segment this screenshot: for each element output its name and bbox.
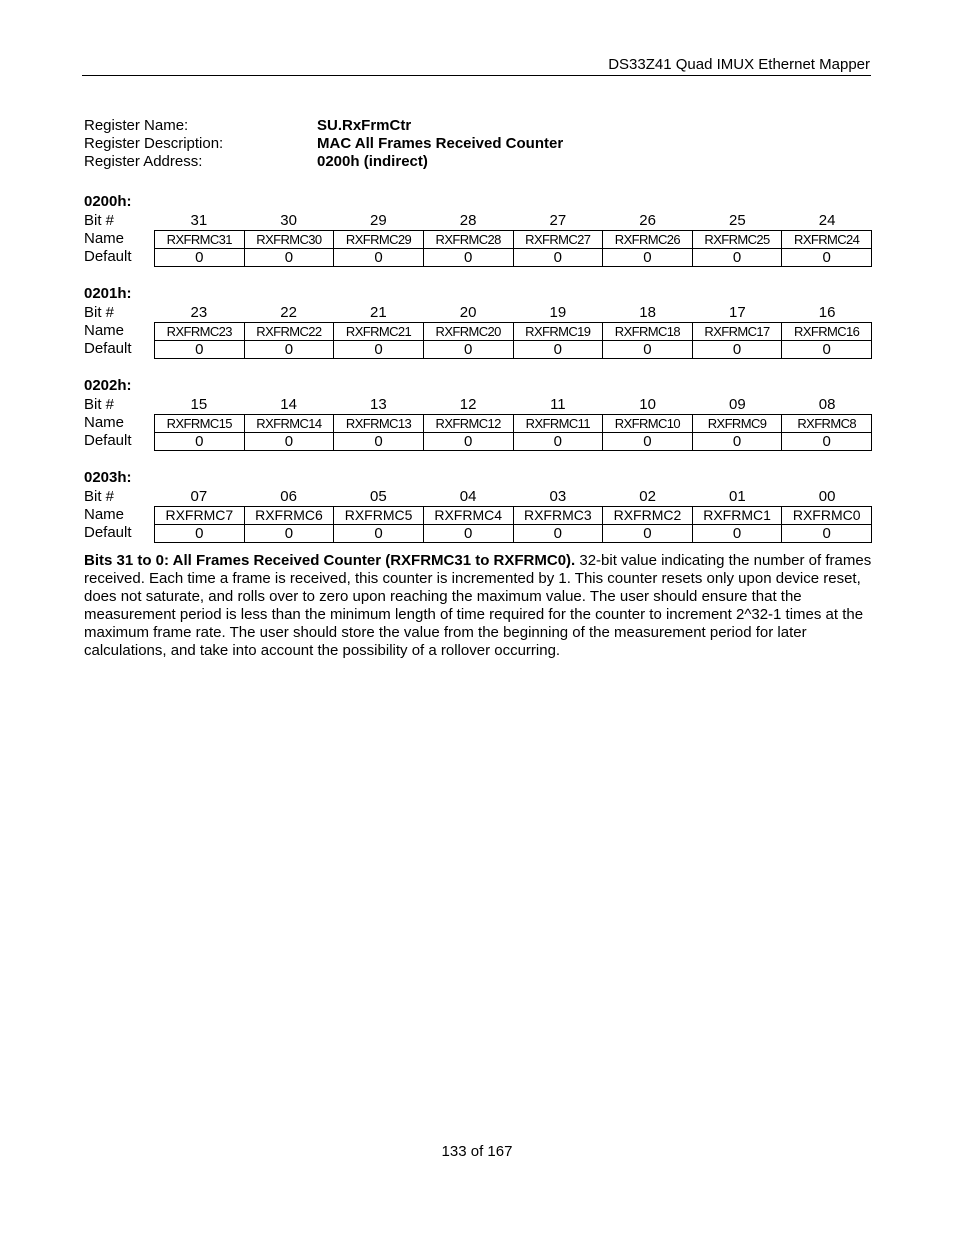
bit-number-cell: 07 [190, 488, 208, 505]
bit-name-cell: RXFRMC22 [244, 323, 334, 341]
bit-number-row [84, 303, 874, 322]
default-row [155, 341, 872, 359]
bit-name-cell: RXFRMC25 [692, 231, 782, 249]
bit-number-cell: 23 [190, 304, 208, 321]
bit-number-cell: 14 [280, 396, 297, 413]
default-row-label: Default [84, 340, 132, 357]
bit-default-cell: 0 [513, 433, 603, 451]
bit-default-cell: 0 [423, 525, 513, 543]
default-row-label: Default [84, 248, 132, 265]
bit-name-cell: RXFRMC30 [244, 231, 334, 249]
register-block-3 [84, 469, 874, 543]
register-info [84, 117, 563, 171]
bit-number-cell: 08 [818, 396, 836, 413]
bit-default-cell: 0 [423, 341, 513, 359]
register-block-title: 0200h: [84, 193, 132, 210]
bit-default-cell: 0 [334, 341, 424, 359]
bit-name-cell: RXFRMC11 [513, 415, 603, 433]
register-block-2 [84, 377, 874, 451]
bit-default-cell: 0 [334, 525, 424, 543]
bit-default-cell: 0 [603, 249, 693, 267]
bit-default-cell: 0 [603, 341, 693, 359]
bit-name-cell: RXFRMC16 [782, 323, 872, 341]
bit-name-cell: RXFRMC19 [513, 323, 603, 341]
bit-name-cell: RXFRMC6 [244, 507, 334, 525]
bit-default-cell: 0 [155, 433, 245, 451]
bit-number-cell: 20 [459, 304, 477, 321]
default-row-label: Default [84, 432, 132, 449]
bit-number-cells [154, 303, 872, 322]
bit-default-cell: 0 [782, 525, 872, 543]
bit-number-cells [154, 395, 872, 414]
bit-name-cell: RXFRMC13 [334, 415, 424, 433]
bit-number-cell: 05 [370, 488, 387, 505]
register-name-value: SU.RxFrmCtr [317, 117, 412, 134]
bit-name-cell: RXFRMC3 [513, 507, 603, 525]
bit-default-cell: 0 [603, 525, 693, 543]
default-row [155, 525, 872, 543]
bit-name-cell: RXFRMC14 [244, 415, 334, 433]
default-row [155, 433, 872, 451]
bit-name-cell: RXFRMC8 [782, 415, 872, 433]
name-row [155, 323, 872, 341]
bit-name-cell: RXFRMC18 [603, 323, 693, 341]
bit-number-cell: 19 [549, 304, 567, 321]
name-row-label: Name [84, 322, 125, 339]
bit-number-cell: 17 [729, 304, 746, 321]
name-row-label: Name [84, 506, 125, 523]
register-table [154, 322, 872, 359]
bit-default-cell: 0 [603, 433, 693, 451]
bit-number-cell: 10 [639, 396, 656, 413]
name-row-label: Name [84, 414, 125, 431]
bit-default-cell: 0 [782, 433, 872, 451]
bit-number-row [84, 211, 874, 230]
bit-number-cell: 04 [459, 488, 477, 505]
register-address-value: 0200h (indirect) [317, 153, 428, 170]
register-table [154, 414, 872, 451]
row-labels [84, 506, 154, 543]
bit-default-cell: 0 [423, 249, 513, 267]
bit-number-label: Bit # [84, 304, 115, 321]
bit-number-cells [154, 211, 872, 230]
bit-number-cell: 26 [639, 212, 656, 229]
row-labels [84, 230, 154, 267]
bit-default-cell: 0 [782, 341, 872, 359]
bit-name-cell: RXFRMC28 [423, 231, 513, 249]
bit-default-cell: 0 [244, 433, 334, 451]
name-row [155, 231, 872, 249]
bit-name-cell: RXFRMC10 [603, 415, 693, 433]
name-row [155, 507, 872, 525]
bit-number-cell: 01 [729, 488, 746, 505]
bit-number-label: Bit # [84, 488, 115, 505]
page-number: 133 of 167 [441, 1143, 513, 1160]
bit-number-cell: 09 [729, 396, 746, 413]
bit-number-label: Bit # [84, 212, 115, 229]
bit-name-cell: RXFRMC26 [603, 231, 693, 249]
bit-number-cell: 06 [280, 488, 297, 505]
bit-name-cell: RXFRMC7 [155, 507, 245, 525]
bit-default-cell: 0 [155, 341, 245, 359]
name-default-rows [84, 414, 874, 451]
bit-name-cell: RXFRMC5 [334, 507, 424, 525]
bit-number-cell: 31 [190, 212, 208, 229]
bit-default-cell: 0 [155, 249, 245, 267]
register-block-title: 0202h: [84, 377, 132, 394]
bit-number-cell: 00 [818, 488, 836, 505]
bit-number-cell: 18 [639, 304, 656, 321]
bit-number-cells [154, 487, 872, 506]
name-default-rows [84, 506, 874, 543]
name-default-rows [84, 322, 874, 359]
register-description-value: MAC All Frames Received Counter [317, 135, 564, 152]
bit-number-cell: 30 [280, 212, 297, 229]
register-table [154, 230, 872, 267]
bit-name-cell: RXFRMC21 [334, 323, 424, 341]
bit-name-cell: RXFRMC15 [155, 415, 245, 433]
register-name-row [84, 117, 563, 135]
header-divider [82, 75, 871, 76]
bit-number-cell: 11 [550, 396, 566, 413]
name-row-label: Name [84, 230, 125, 247]
row-labels [84, 414, 154, 451]
bit-name-cell: RXFRMC29 [334, 231, 424, 249]
document-header-title: DS33Z41 Quad IMUX Ethernet Mapper [608, 56, 870, 73]
bit-number-cell: 02 [639, 488, 656, 505]
bit-name-cell: RXFRMC24 [782, 231, 872, 249]
bit-name-cell: RXFRMC4 [423, 507, 513, 525]
bit-name-cell: RXFRMC12 [423, 415, 513, 433]
bit-name-cell: RXFRMC20 [423, 323, 513, 341]
bit-default-cell: 0 [692, 249, 782, 267]
register-block-title: 0203h: [84, 469, 132, 486]
bit-number-cell: 22 [280, 304, 297, 321]
bit-default-cell: 0 [244, 249, 334, 267]
bit-number-cell: 03 [549, 488, 567, 505]
register-block-1 [84, 285, 874, 359]
bit-number-cell: 13 [370, 396, 387, 413]
register-block-0 [84, 193, 874, 267]
register-name-label: Register Name: [84, 117, 189, 134]
bit-default-cell: 0 [334, 249, 424, 267]
bit-name-cell: RXFRMC27 [513, 231, 603, 249]
bit-name-cell: RXFRMC1 [692, 507, 782, 525]
register-description-row [84, 135, 563, 153]
bit-default-cell: 0 [692, 525, 782, 543]
bit-number-cell: 15 [190, 396, 208, 413]
bit-default-cell: 0 [513, 249, 603, 267]
row-labels [84, 322, 154, 359]
bit-default-cell: 0 [423, 433, 513, 451]
bit-default-cell: 0 [244, 525, 334, 543]
register-address-row [84, 153, 563, 171]
bit-number-cell: 27 [549, 212, 567, 229]
bit-description-text: 32-bit value indicating the number of frames received. Each time a frame is received, this counter is incremented by 1. This counter resets only upon device reset, does not saturate, and rolls over to zero upon reaching the maximum value. The user should ensure that the measurement period is less than the minimum length of time required for the counter to increment 2^32-1 times at the maximum frame rate. The user should store the value from the beginning of the measurement period for later calculations, and take into account the possibility of a rollover occurring. [84, 552, 872, 659]
default-row-label: Default [84, 524, 132, 541]
register-table [154, 506, 872, 543]
name-default-rows [84, 230, 874, 267]
name-row [155, 415, 872, 433]
bit-name-cell: RXFRMC2 [603, 507, 693, 525]
bit-default-cell: 0 [782, 249, 872, 267]
bit-number-label: Bit # [84, 396, 115, 413]
register-description-label: Register Description: [84, 135, 224, 152]
register-block-title: 0201h: [84, 285, 132, 302]
bit-name-cell: RXFRMC0 [782, 507, 872, 525]
bit-default-cell: 0 [155, 525, 245, 543]
bit-number-cell: 21 [370, 304, 387, 321]
bit-default-cell: 0 [513, 525, 603, 543]
bit-default-cell: 0 [334, 433, 424, 451]
bit-number-cell: 28 [459, 212, 477, 229]
bit-number-cell: 24 [818, 212, 836, 229]
bit-number-row [84, 395, 874, 414]
bit-description-heading: Bits 31 to 0: All Frames Received Counter (RXFRMC31 to RXFRMC0). [84, 552, 576, 569]
register-address-label: Register Address: [84, 153, 203, 170]
bit-name-cell: RXFRMC31 [155, 231, 245, 249]
bit-number-cell: 25 [729, 212, 746, 229]
bit-default-cell: 0 [692, 341, 782, 359]
bit-name-cell: RXFRMC23 [155, 323, 245, 341]
default-row [155, 249, 872, 267]
bit-number-cell: 16 [818, 304, 836, 321]
bit-number-cell: 29 [370, 212, 387, 229]
bit-description [84, 552, 874, 660]
bit-number-cell: 12 [459, 396, 477, 413]
bit-default-cell: 0 [692, 433, 782, 451]
bit-default-cell: 0 [513, 341, 603, 359]
bit-name-cell: RXFRMC17 [692, 323, 782, 341]
bit-default-cell: 0 [244, 341, 334, 359]
bit-number-row [84, 487, 874, 506]
bit-name-cell: RXFRMC9 [692, 415, 782, 433]
